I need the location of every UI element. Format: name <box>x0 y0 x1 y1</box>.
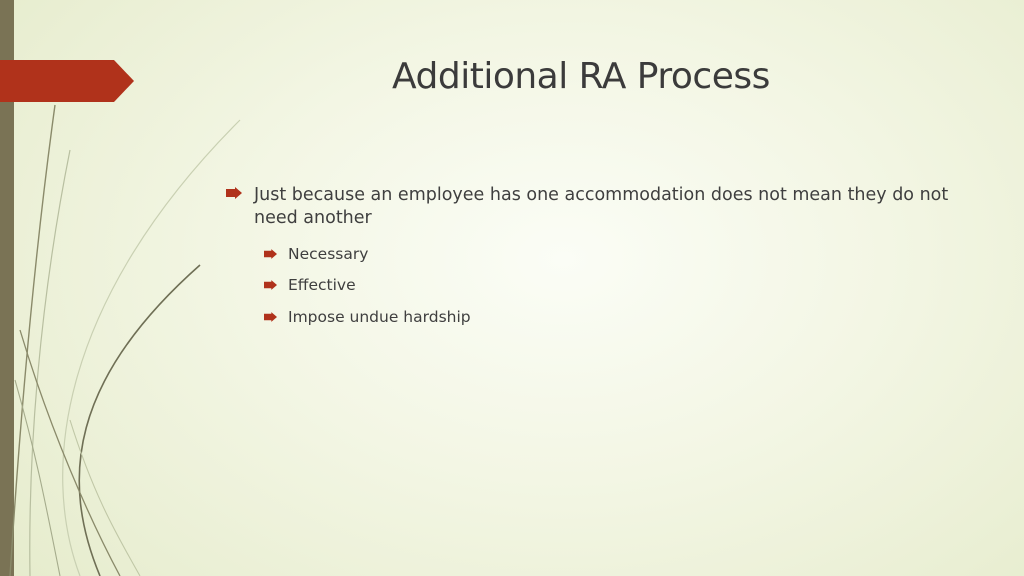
bullet-item <box>226 184 986 230</box>
bullet-list <box>226 184 986 333</box>
sub-bullet-text: Necessary <box>288 244 369 263</box>
title-accent-tab <box>0 60 134 102</box>
arrow-bullet-icon <box>264 312 288 322</box>
sub-bullet-text: Effective <box>288 276 356 295</box>
sub-bullet-text: Impose undue hardship <box>288 307 471 326</box>
sub-bullet-item <box>264 270 986 302</box>
sub-bullet-item <box>264 238 986 270</box>
arrow-bullet-icon <box>264 280 288 290</box>
arrow-bullet-icon <box>226 184 254 199</box>
sub-bullet-item <box>264 301 986 333</box>
sub-bullet-list <box>264 238 986 333</box>
slide-title: Additional RA Process <box>392 56 770 97</box>
arrow-bullet-icon <box>264 249 288 259</box>
bullet-text: Just because an employee has one accommodation does not mean they do not need another <box>254 185 949 228</box>
